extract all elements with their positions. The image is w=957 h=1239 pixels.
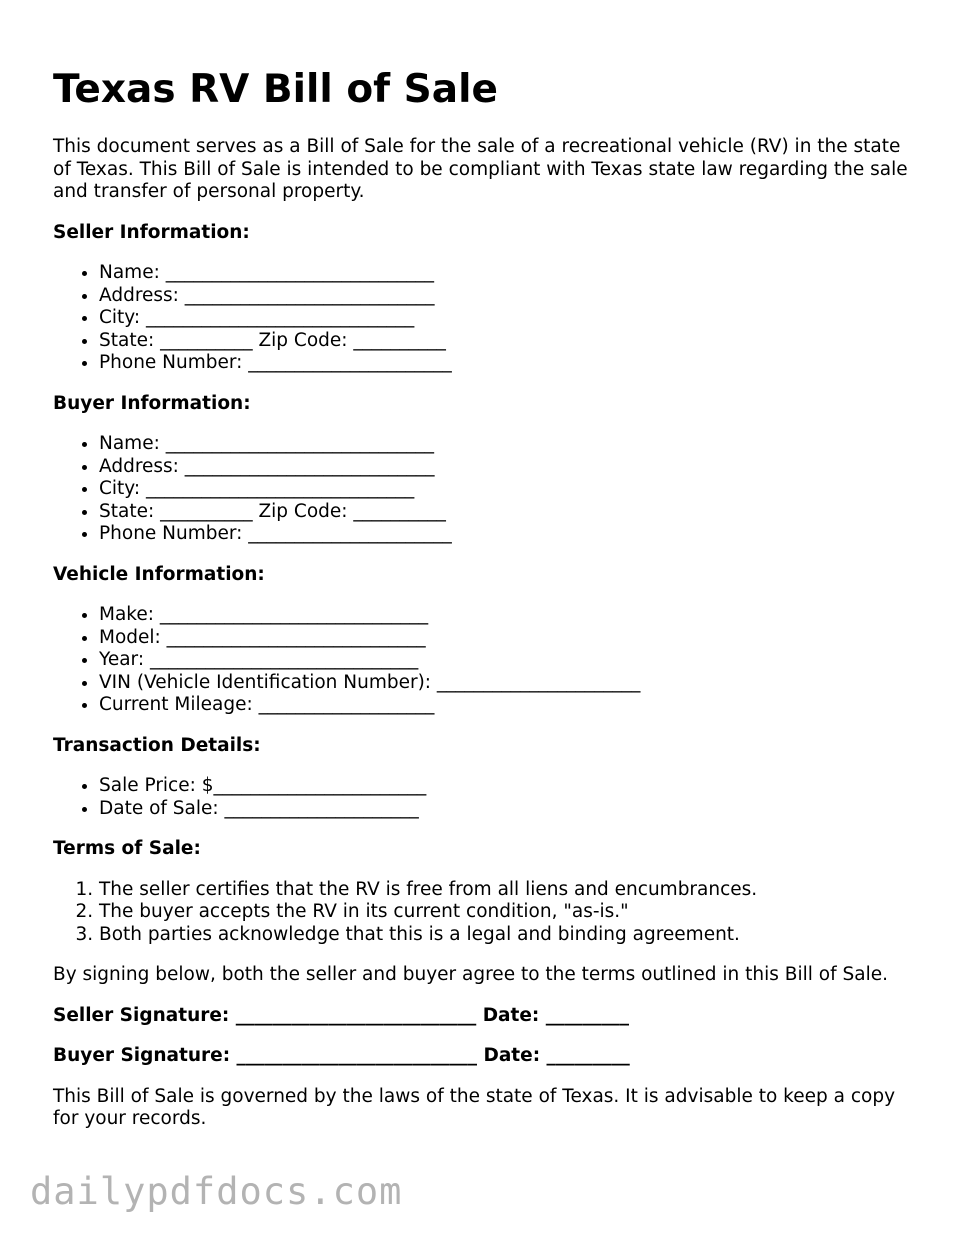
vehicle-section-heading: Vehicle Information: <box>53 563 265 585</box>
buyer-section-heading: Buyer Information: <box>53 392 251 414</box>
vehicle-model-field: • Model: ____________________________ <box>99 627 913 650</box>
seller-phone-field: • Phone Number: ______________________ <box>99 352 913 375</box>
terms-section-heading: Terms of Sale: <box>53 838 201 859</box>
buyer-name-field: • Name: _____________________________ <box>99 433 913 456</box>
term-item: 3. Both parties acknowledge that this is a legal and binding agreement. <box>99 924 913 947</box>
seller-info-list <box>53 262 913 375</box>
transaction-details-list <box>53 775 913 820</box>
buyer-phone-field: • Phone Number: ______________________ <box>99 523 913 546</box>
document-page <box>53 62 913 1131</box>
watermark-text: dailypdfdocs.com <box>30 1170 403 1213</box>
seller-signature-line: Seller Signature: __________________________ Date: _________ <box>53 1004 630 1026</box>
buyer-address-field: • Address: ___________________________ <box>99 456 913 479</box>
vehicle-info-list <box>53 604 913 717</box>
seller-city-field: • City: _____________________________ <box>99 307 913 330</box>
terms-list <box>53 879 913 947</box>
buyer-info-list <box>53 433 913 546</box>
buyer-state-zip-field: • State: __________ Zip Code: __________ <box>99 501 913 524</box>
vehicle-vin-field: • VIN (Vehicle Identification Number): ______________________ <box>99 672 913 695</box>
term-item: 1. The seller certifies that the RV is free from all liens and encumbrances. <box>99 879 913 902</box>
document-title: Texas RV Bill of Sale <box>53 67 498 112</box>
seller-address-field: • Address: ___________________________ <box>99 285 913 308</box>
seller-section-heading: Seller Information: <box>53 221 250 243</box>
vehicle-make-field: • Make: _____________________________ <box>99 604 913 627</box>
vehicle-year-field: • Year: _____________________________ <box>99 649 913 672</box>
seller-name-field: • Name: _____________________________ <box>99 262 913 285</box>
transaction-section-heading: Transaction Details: <box>53 734 261 756</box>
agreement-paragraph: By signing below, both the seller and buyer agree to the terms outlined in this Bill of Sale. <box>53 964 888 985</box>
term-item: 2. The buyer accepts the RV in its current condition, "as-is." <box>99 901 913 924</box>
closing-paragraph: This Bill of Sale is governed by the laws of the state of Texas. It is advisable to keep a copy for your records. <box>53 1085 896 1129</box>
buyer-city-field: • City: _____________________________ <box>99 478 913 501</box>
buyer-signature-line: Buyer Signature: __________________________ Date: _________ <box>53 1045 630 1066</box>
sale-price-field: • Sale Price: $_______________________ <box>99 775 913 798</box>
intro-paragraph: This document serves as a Bill of Sale for the sale of a recreational vehicle (RV) in the state of Texas. This Bill of Sale is intended to be compliant with Texas state law regarding the sale and transfer of personal property. <box>53 136 908 202</box>
vehicle-mileage-field: • Current Mileage: ___________________ <box>99 694 913 717</box>
seller-state-zip-field: • State: __________ Zip Code: __________ <box>99 330 913 353</box>
date-of-sale-field: • Date of Sale: _____________________ <box>99 798 913 821</box>
